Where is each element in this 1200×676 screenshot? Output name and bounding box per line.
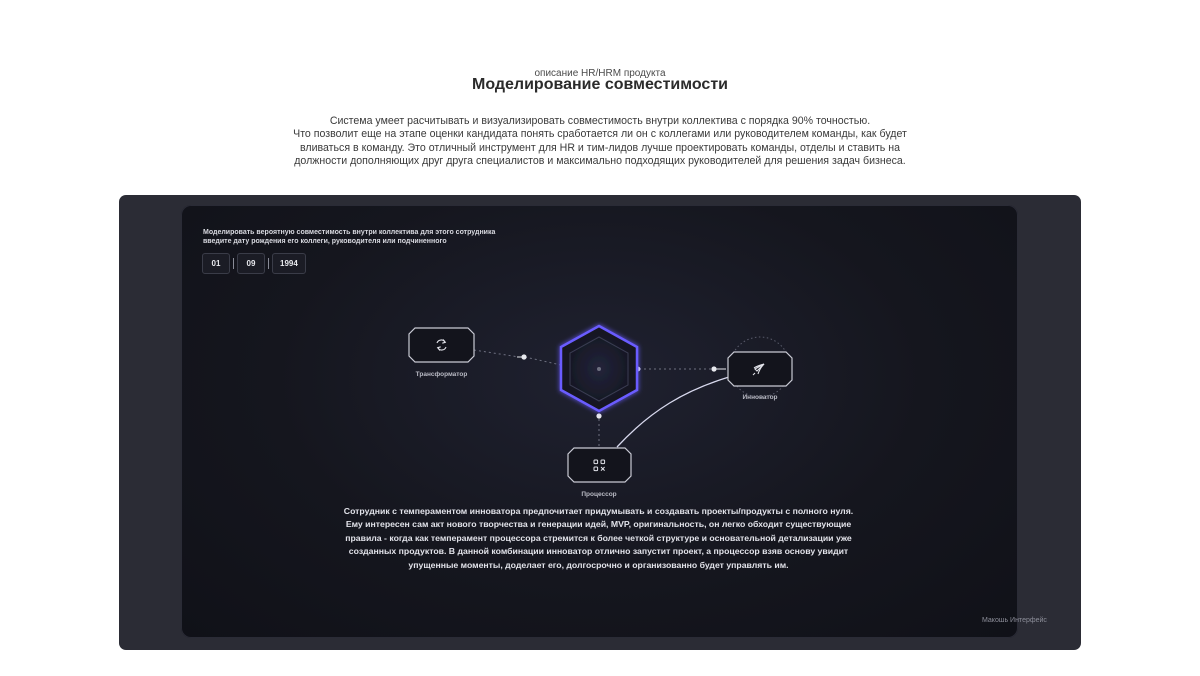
prompt-line: Моделировать вероятную совместимость внутри коллектива для этого сотрудника [203,229,496,236]
compatibility-description [326,505,871,572]
app-screen [181,205,1018,638]
story-line: правила - когда как темперамент процессора стремится к более четкой структуре и основательной детализации уже [345,532,852,543]
node-label-innovator: Инноватор [742,394,778,401]
connector-right [636,366,726,371]
center-dot [597,367,601,371]
prompt-line: введите дату рождения его коллеги, руководителя или подчиненного [203,238,447,245]
year-input[interactable]: 1994 [272,253,306,274]
story-line: упущенные моменты, доделает его, долгосрочно и организованно будет управлять им. [408,559,789,570]
description-line: вливаться в команду. Это отличный инструмент для HR и тим-лидов лучше проектировать команды, отделы и ставить на [300,141,900,154]
story-line: созданных продуктов. В данной комбинации инноватор отлично запустит проект, а процессор взяв основу увидит [348,546,849,557]
compatibility-diagram [181,205,1018,638]
description [270,115,930,169]
story-line: Ему интересен сам акт нового творчества и генерации идей, MVP, оригинальность, он легко обходит существующие [345,519,852,530]
description-line: должности дополняющих друг друга специалистов и максимально подходящих руководителей для решения задач бизнеса. [294,155,906,168]
node-processor[interactable] [568,448,631,498]
page-subtitle: описание HR/HRM продукта [534,68,666,79]
month-input[interactable]: 09 [237,253,265,274]
node-innovator[interactable] [728,337,792,401]
credit-label: Макошь Интерфейс [982,617,1047,624]
description-line: Что позволит еще на этапе оценки кандидата понять сработается ли он с коллегами или руководителем команды, как будет [293,128,907,141]
connector-bottom [596,413,601,447]
description-line: Система умеет расчитывать и визуализировать совместимость внутри коллектива с порядка 90% точностью. [329,115,871,127]
node-label-transformer: Трансформатор [415,371,468,378]
page-title: Моделирование совместимости [471,76,728,93]
story-line: Сотрудник с темпераментом инноватора предпочитает придумывать и создавать проекты/продукты с полного нуля. [343,506,854,516]
node-transformer[interactable] [409,328,474,378]
day-input[interactable]: 01 [202,253,230,274]
connector-left [474,350,561,365]
node-label-processor: Процессор [581,491,617,498]
